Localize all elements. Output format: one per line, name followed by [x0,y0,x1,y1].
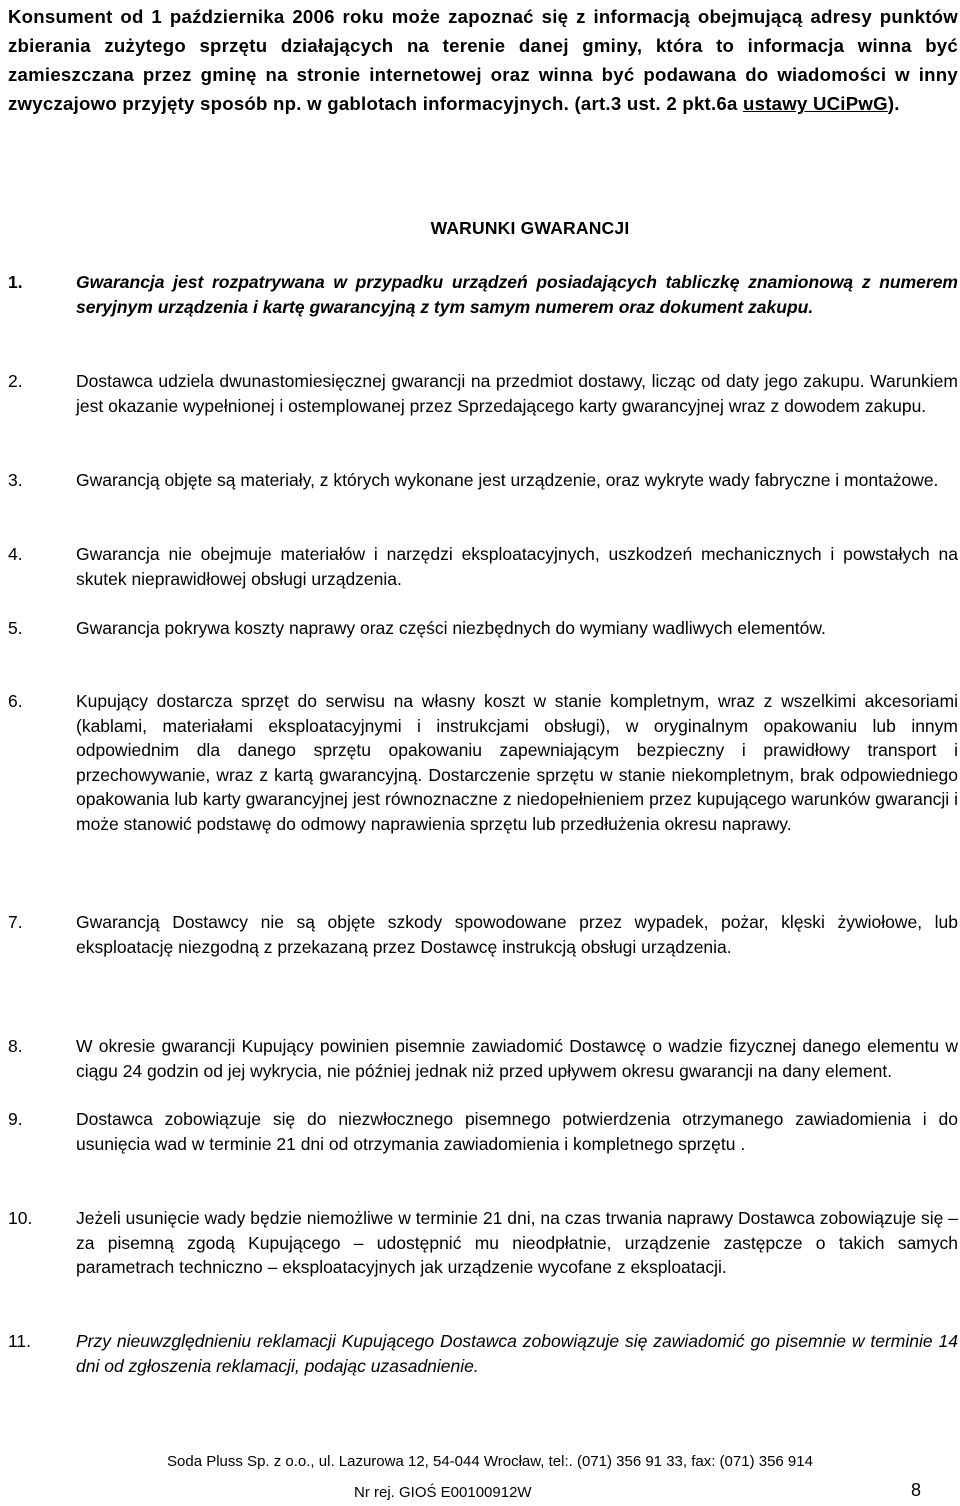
clause-3 [8,468,958,493]
clause-5 [8,616,958,641]
clause-6 [8,689,958,836]
intro-text: Konsument od 1 października 2006 roku może zapoznać się z informacją obejmującą adresy punktów zbierania zużytego sprzętu działających na terenie danej gminy, która to informacja winna być zamieszczana przez gminę na stronie internetowej oraz winna być podawana do wiadomości w inny zwyczajowo przyjęty sposób np. w gablotach informacyjnych. (art.3 ust. 2 pkt.6a [8,6,958,114]
clause-number: 10. [8,1208,33,1228]
clause-text: Gwarancją Dostawcy nie są objęte szkody spowodowane przez wypadek, pożar, klęski żywiołowe, lub eksploatację niezgodną z przekazaną przez Dostawcę instrukcją obsługi urządzenia. [76,912,958,957]
clause-text: Jeżeli usunięcie wady będzie niemożliwe w terminie 21 dni, na czas trwania naprawy Dostawca zobowiązuje się – za pisemną zgodą Kupującego – udostępnić mu nieodpłatnie, urządzenie zastępcze o takich samych parametrach techniczno – eksploatacyjnych jak urządzenie wycofane z eksploatacji. [76,1208,958,1277]
clause-number: 7. [8,912,23,932]
clause-8 [8,1034,958,1083]
section-heading: WARUNKI GWARANCJI [430,218,630,238]
clause-text: Dostawca udziela dwunastomiesięcznej gwarancji na przedmiot dostawy, licząc od daty jego zakupu. Warunkiem jest okazanie wypełnionej i ostemplowanej przez Sprzedającego karty gwarancyjnej wraz z dowodem zakupu. [76,371,958,416]
clause-number: 8. [8,1036,23,1056]
clause-text: Gwarancja jest rozpatrywana w przypadku urządzeń posiadających tabliczkę znamionową z numerem seryjnym urządzenia i kartę gwarancyjną z tym samym numerem oraz dokument zakupu. [76,272,958,317]
footer-registration-number: Nr rej. GIOŚ E00100912W [354,1484,532,1501]
clause-1 [8,270,958,319]
clause-number: 5. [8,618,23,638]
clause-2 [8,369,958,418]
clause-number: 4. [8,544,23,564]
law-reference-link: ustawy UCiPwG [743,93,888,114]
clause-11 [8,1329,958,1378]
clause-number: 2. [8,371,23,391]
clause-9 [8,1107,958,1156]
clause-text: Przy nieuwzględnieniu reklamacji Kupującego Dostawca zobowiązuje się zawiadomić go pisemnie w terminie 14 dni od zgłoszenia reklamacji, podając uzasadnienie. [76,1331,958,1376]
clause-number: 11. [8,1331,32,1351]
intro-suffix: ). [887,93,900,114]
clause-text: Kupujący dostarcza sprzęt do serwisu na własny koszt w stanie kompletnym, wraz z wszelkimi akcesoriami (kablami, materiałami eksploatacyjnymi i instrukcjami obsługi), w oryginalnym opakowaniu lub innym odpowiednim dla danego sprzętu opakowaniu zapewniającym bezpieczny i prawidłowy transport i przechowywanie, wraz z kartą gwarancyjną. Dostarczenie sprzętu w stanie niekompletnym, brak odpowiedniego opakowania lub karty gwarancyjnej jest równoznaczne z niedopełnieniem przez kupującego warunków gwarancji i może stanowić podstawę do odmowy naprawienia sprzętu lub przedłużenia okresu naprawy. [76,691,958,834]
footer-company-info: Soda Pluss Sp. z o.o., ul. Lazurowa 12, 54-044 Wrocław, tel:. (071) 356 91 33, fax: (071) 356 914 [167,1453,813,1470]
clause-number: 6. [8,691,23,711]
clause-text: W okresie gwarancji Kupujący powinien pisemnie zawiadomić Dostawcę o wadzie fizycznej danego elementu w ciągu 24 godzin od jej wykrycia, nie później jednak niż przed upływem okresu gwarancji na dany element. [76,1036,958,1081]
clause-number: 1. [8,272,23,292]
clause-text: Gwarancja pokrywa koszty naprawy oraz części niezbędnych do wymiany wadliwych elementów. [76,618,826,638]
clause-number: 3. [8,470,23,490]
clause-text: Dostawca zobowiązuje się do niezwłocznego pisemnego potwierdzenia otrzymanego zawiadomienia i do usunięcia wad w terminie 21 dni od otrzymania zawiadomienia i kompletnego sprzętu . [76,1109,958,1154]
intro-paragraph [8,2,958,118]
clause-10 [8,1206,958,1280]
clause-text: Gwarancją objęte są materiały, z których wykonane jest urządzenie, oraz wykryte wady fabryczne i montażowe. [76,470,939,490]
clause-4 [8,542,958,591]
clause-number: 9. [8,1109,23,1129]
clause-7 [8,910,958,959]
clause-text: Gwarancja nie obejmuje materiałów i narzędzi eksploatacyjnych, uszkodzeń mechanicznych i powstałych na skutek nieprawidłowej obsługi urządzenia. [76,544,958,589]
page-number: 8 [911,1480,922,1500]
